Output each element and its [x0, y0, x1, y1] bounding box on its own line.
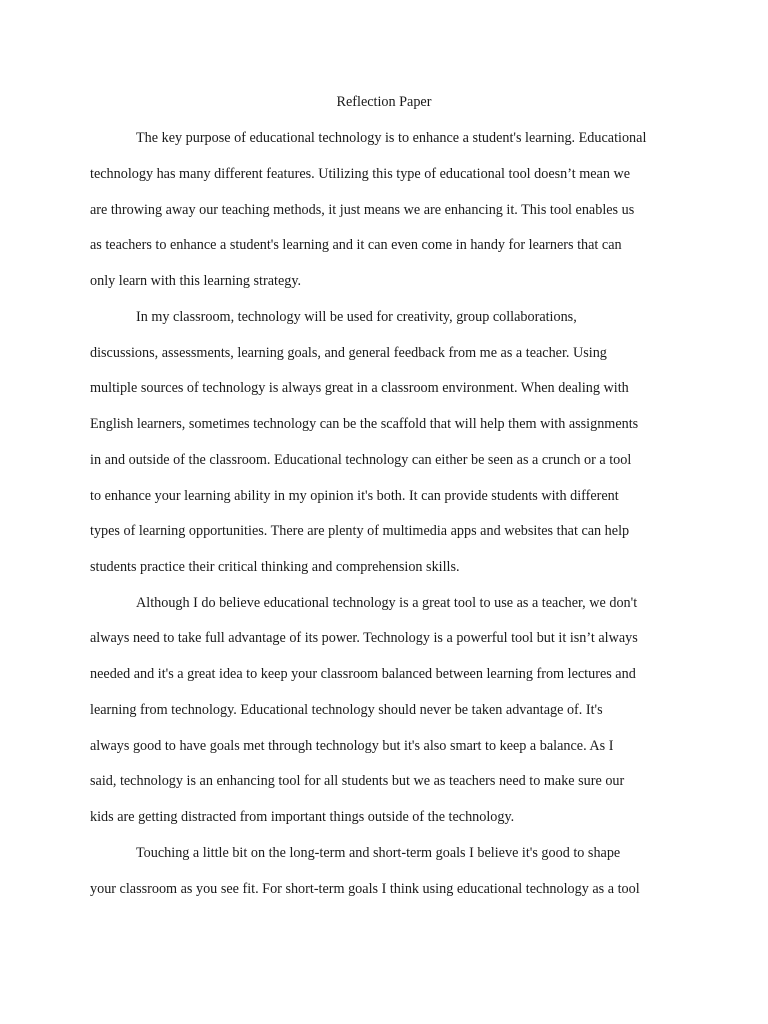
paragraph-2-line-4: English learners, sometimes technology can be the scaffold that will help them with assignments: [90, 416, 639, 432]
paragraph-2-line-2: discussions, assessments, learning goals, and general feedback from me as a teacher. Using: [90, 345, 607, 361]
paragraph-1-line-4: as teachers to enhance a student's learning and it can even come in handy for learners that can: [90, 237, 622, 253]
paragraph-1-line-5: only learn with this learning strategy.: [90, 273, 302, 289]
paragraph-2-line-5: in and outside of the classroom. Educational technology can either be seen as a crunch or a tool: [90, 452, 632, 468]
paragraph-2-line-3: multiple sources of technology is always great in a classroom environment. When dealing with: [90, 380, 629, 396]
paragraph-3-line-3: needed and it's a great idea to keep your classroom balanced between learning from lectures and: [90, 666, 636, 682]
paragraph-2-line-1: In my classroom, technology will be used for creativity, group collaborations,: [136, 309, 577, 325]
paragraph-1-line-1: The key purpose of educational technology is to enhance a student's learning. Educational: [136, 130, 647, 146]
document-title: Reflection Paper: [336, 94, 432, 110]
paragraph-2-line-6: to enhance your learning ability in my opinion it's both. It can provide students with different: [90, 488, 619, 504]
paragraph-3-line-1: Although I do believe educational technology is a great tool to use as a teacher, we don't: [136, 595, 638, 611]
paragraph-4-line-1: Touching a little bit on the long-term and short-term goals I believe it's good to shape: [136, 845, 621, 861]
paragraph-1-line-2: technology has many different features. Utilizing this type of educational tool doesn’t mean we: [90, 166, 631, 182]
paragraph-4-line-2: your classroom as you see fit. For short-term goals I think using educational technology as a tool: [90, 881, 640, 897]
paragraph-3-line-4: learning from technology. Educational technology should never be taken advantage of. It's: [90, 702, 603, 718]
paragraph-2-line-7: types of learning opportunities. There are plenty of multimedia apps and websites that can help: [90, 523, 630, 539]
paragraph-3-line-7: kids are getting distracted from important things outside of the technology.: [90, 809, 515, 825]
paragraph-3-line-2: always need to take full advantage of its power. Technology is a powerful tool but it isn’t always: [90, 630, 638, 646]
paragraph-3-line-6: said, technology is an enhancing tool for all students but we as teachers need to make sure our: [90, 773, 625, 789]
paragraph-2-line-8: students practice their critical thinking and comprehension skills.: [90, 559, 460, 575]
paragraph-3-line-5: always good to have goals met through technology but it's also smart to keep a balance. As I: [90, 738, 614, 754]
paragraph-1-line-3: are throwing away our teaching methods, it just means we are enhancing it. This tool enables us: [90, 202, 635, 218]
